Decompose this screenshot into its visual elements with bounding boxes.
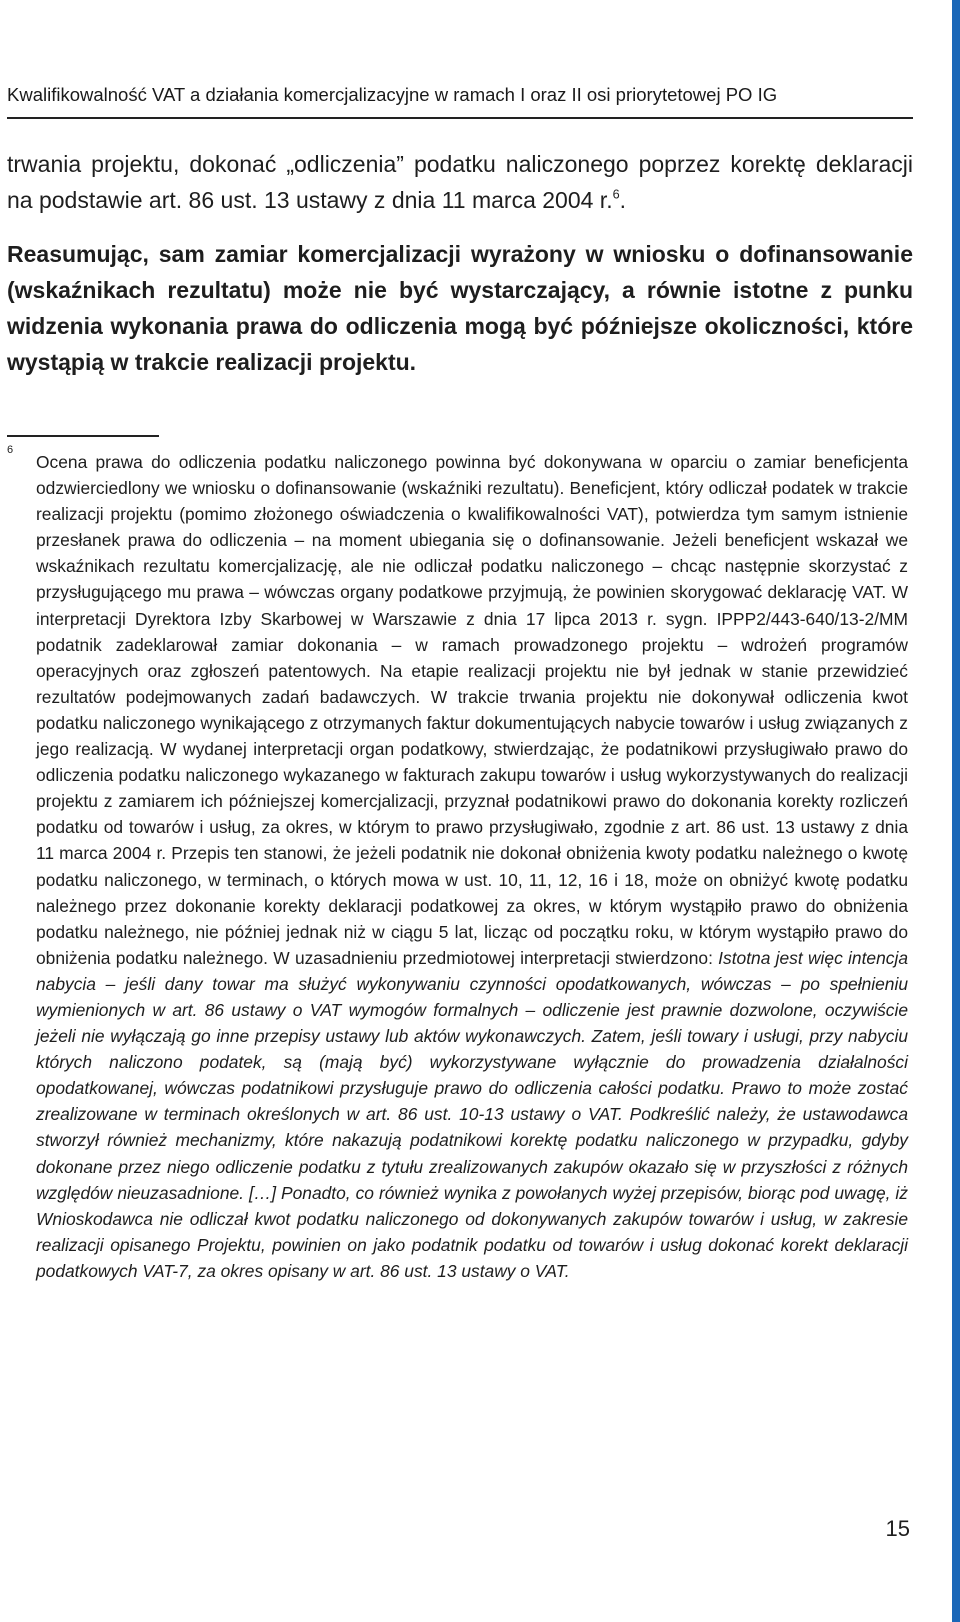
footnote-regular-text: Ocena prawa do odliczenia podatku naliczonego powinna być dokonywana w oparciu o zamiar beneficjenta odzwierciedlony we wniosku o dofinansowanie (wskaźniki rezultatu). Beneficjent, który odliczał podatek w trakcie realizacji projektu (pomimo złożonego oświadczenia o kwalifikowalności VAT), potwierdza tym samym istnienie przesłanek prawa do odliczenia – na moment ubiegania się o dofinansowanie. Jeżeli beneficjent wskazał we wskaźnikach rezultatu komercjalizację, ale nie odliczał podatku naliczonego – chcąc następnie skorzystać z przysługującego mu prawa – wówczas organy podatkowe przyjmują, że powinien skorygować deklarację VAT. W interpretacji Dyrektora Izby Skarbowej w Warszawie z dnia 17 lipca 2013 r. sygn. IPPP2/443-640/13-2/MM podatnik zadeklarował zamiar dokonania – w ramach prowadzonego projektu – wdrożeń programów operacyjnych oraz zgłoszeń patentowych. Na etapie realizacji projektu nie był jednak w stanie przewidzieć rezultatów podejmowanych zadań badawczych. W trakcie trwania projektu nie dokonywał odliczenia kwot podatku naliczonego wynikającego z otrzymanych faktur dokumentujących nabycie towarów i usług związanych z jego realizacją. W wydanej interpretacji organ podatkowy, stwierdzając, że podatnikowi przysługiwało prawo do odliczenia podatku naliczonego wykazanego w fakturach zakupu towarów i usług wykorzystywanych do realizacji projektu z zamiarem ich późniejszej komercjalizacji, przyznał podatnikowi prawo do dokonania korekty rozliczeń podatku od towarów i usług, za okres, w którym to prawo przysługiwało, zgodnie z art. 86 ust. 13 ustawy z dnia 11 marca 2004 r. Przepis ten stanowi, że jeżeli podatnik nie dokonał obniżenia kwoty podatku należnego o kwotę podatku naliczonego, w terminach, o których mowa w ust. 10, 11, 12, 16 i 18, może on obniżyć kwotę podatku należnego przez dokonanie korekty deklaracji podatkowej za okres, w którym wystąpiło prawo do obniżenia podatku należnego, nie później jednak niż w ciągu 5 lat, licząc od początku roku, w którym wystąpiło prawo do obniżenia podatku należnego. W uzasadnieniu przedmiotowej interpretacji stwierdzono:: [36, 452, 908, 968]
running-header: Kwalifikowalność VAT a działania komercjalizacyjne w ramach I oraz II osi priorytetowej PO IG: [7, 84, 778, 105]
summary-paragraph: Reasumując, sam zamiar komercjalizacji wyrażony w wniosku o dofinansowanie (wskaźnikach rezultatu) może nie być wystarczający, a równie istotne z punku widzenia wykonania prawa do odliczenia mogą być późniejsze okoliczności, które wystąpią w trakcie realizacji projektu.: [7, 241, 913, 375]
footnote-divider: [7, 435, 159, 437]
footnote-quoted-text: Istotna jest więc intencja nabycia – jeśli dany towar ma służyć wykonywaniu czynności opodatkowanych, wówczas – po spełnieniu wymienionych w art. 86 ustawy o VAT wymogów formalnych – odliczenie jest prawnie dozwolone, oczywiście jeżeli nie wyłączają go inne przepisy ustawy lub aktów wykonawczych. Zatem, jeśli towary i usługi, przy nabyciu których naliczono podatek, są (mają być) wykorzystywane wyłącznie do prowadzenia działalności opodatkowanej, wówczas podatnikowi przysługuje prawo do odliczenia całości podatku. Prawo to może zostać zrealizowane w terminach określonych w art. 86 ust. 10-13 ustawy o VAT. Podkreślić należy, że ustawodawca stworzył również mechanizmy, które nakazują podatnikowi korektę podatku naliczonego w przypadku, gdyby dokonane przez niego odliczenie podatku z tytułu zrealizowanych zakupów okazało się w przyszłości z różnych względów nieuzasadnione. […] Ponadto, co również wynika z powołanych wyżej przepisów, biorąc pod uwagę, iż Wnioskodawca nie odliczał kwot podatku naliczonego od dokonywanych zakupów towarów i usług, w zakresie realizacji opisanego Projektu, powinien on jako podatnik podatku od towarów i usług dokonać korekt deklaracji podatkowych VAT-7, za okres opisany w art. 86 ust. 13 ustawy o VAT.: [36, 947, 908, 1281]
footnote-text: [36, 449, 908, 1284]
footnote-reference[interactable]: 6: [612, 187, 620, 202]
footnote-number: 6: [7, 444, 14, 456]
page-number: 15: [885, 1516, 910, 1541]
page-edge-accent-bar: [952, 0, 960, 1622]
continuation-text: trwania projektu, dokonać „odliczenia” podatku naliczonego poprzez korektę deklaracji na podstawie art. 86 ust. 13 ustawy z dnia 11 marca 2004 r.: [7, 151, 913, 213]
header-divider: [7, 117, 913, 119]
continuation-paragraph: [7, 146, 913, 218]
continuation-period: .: [619, 187, 627, 213]
